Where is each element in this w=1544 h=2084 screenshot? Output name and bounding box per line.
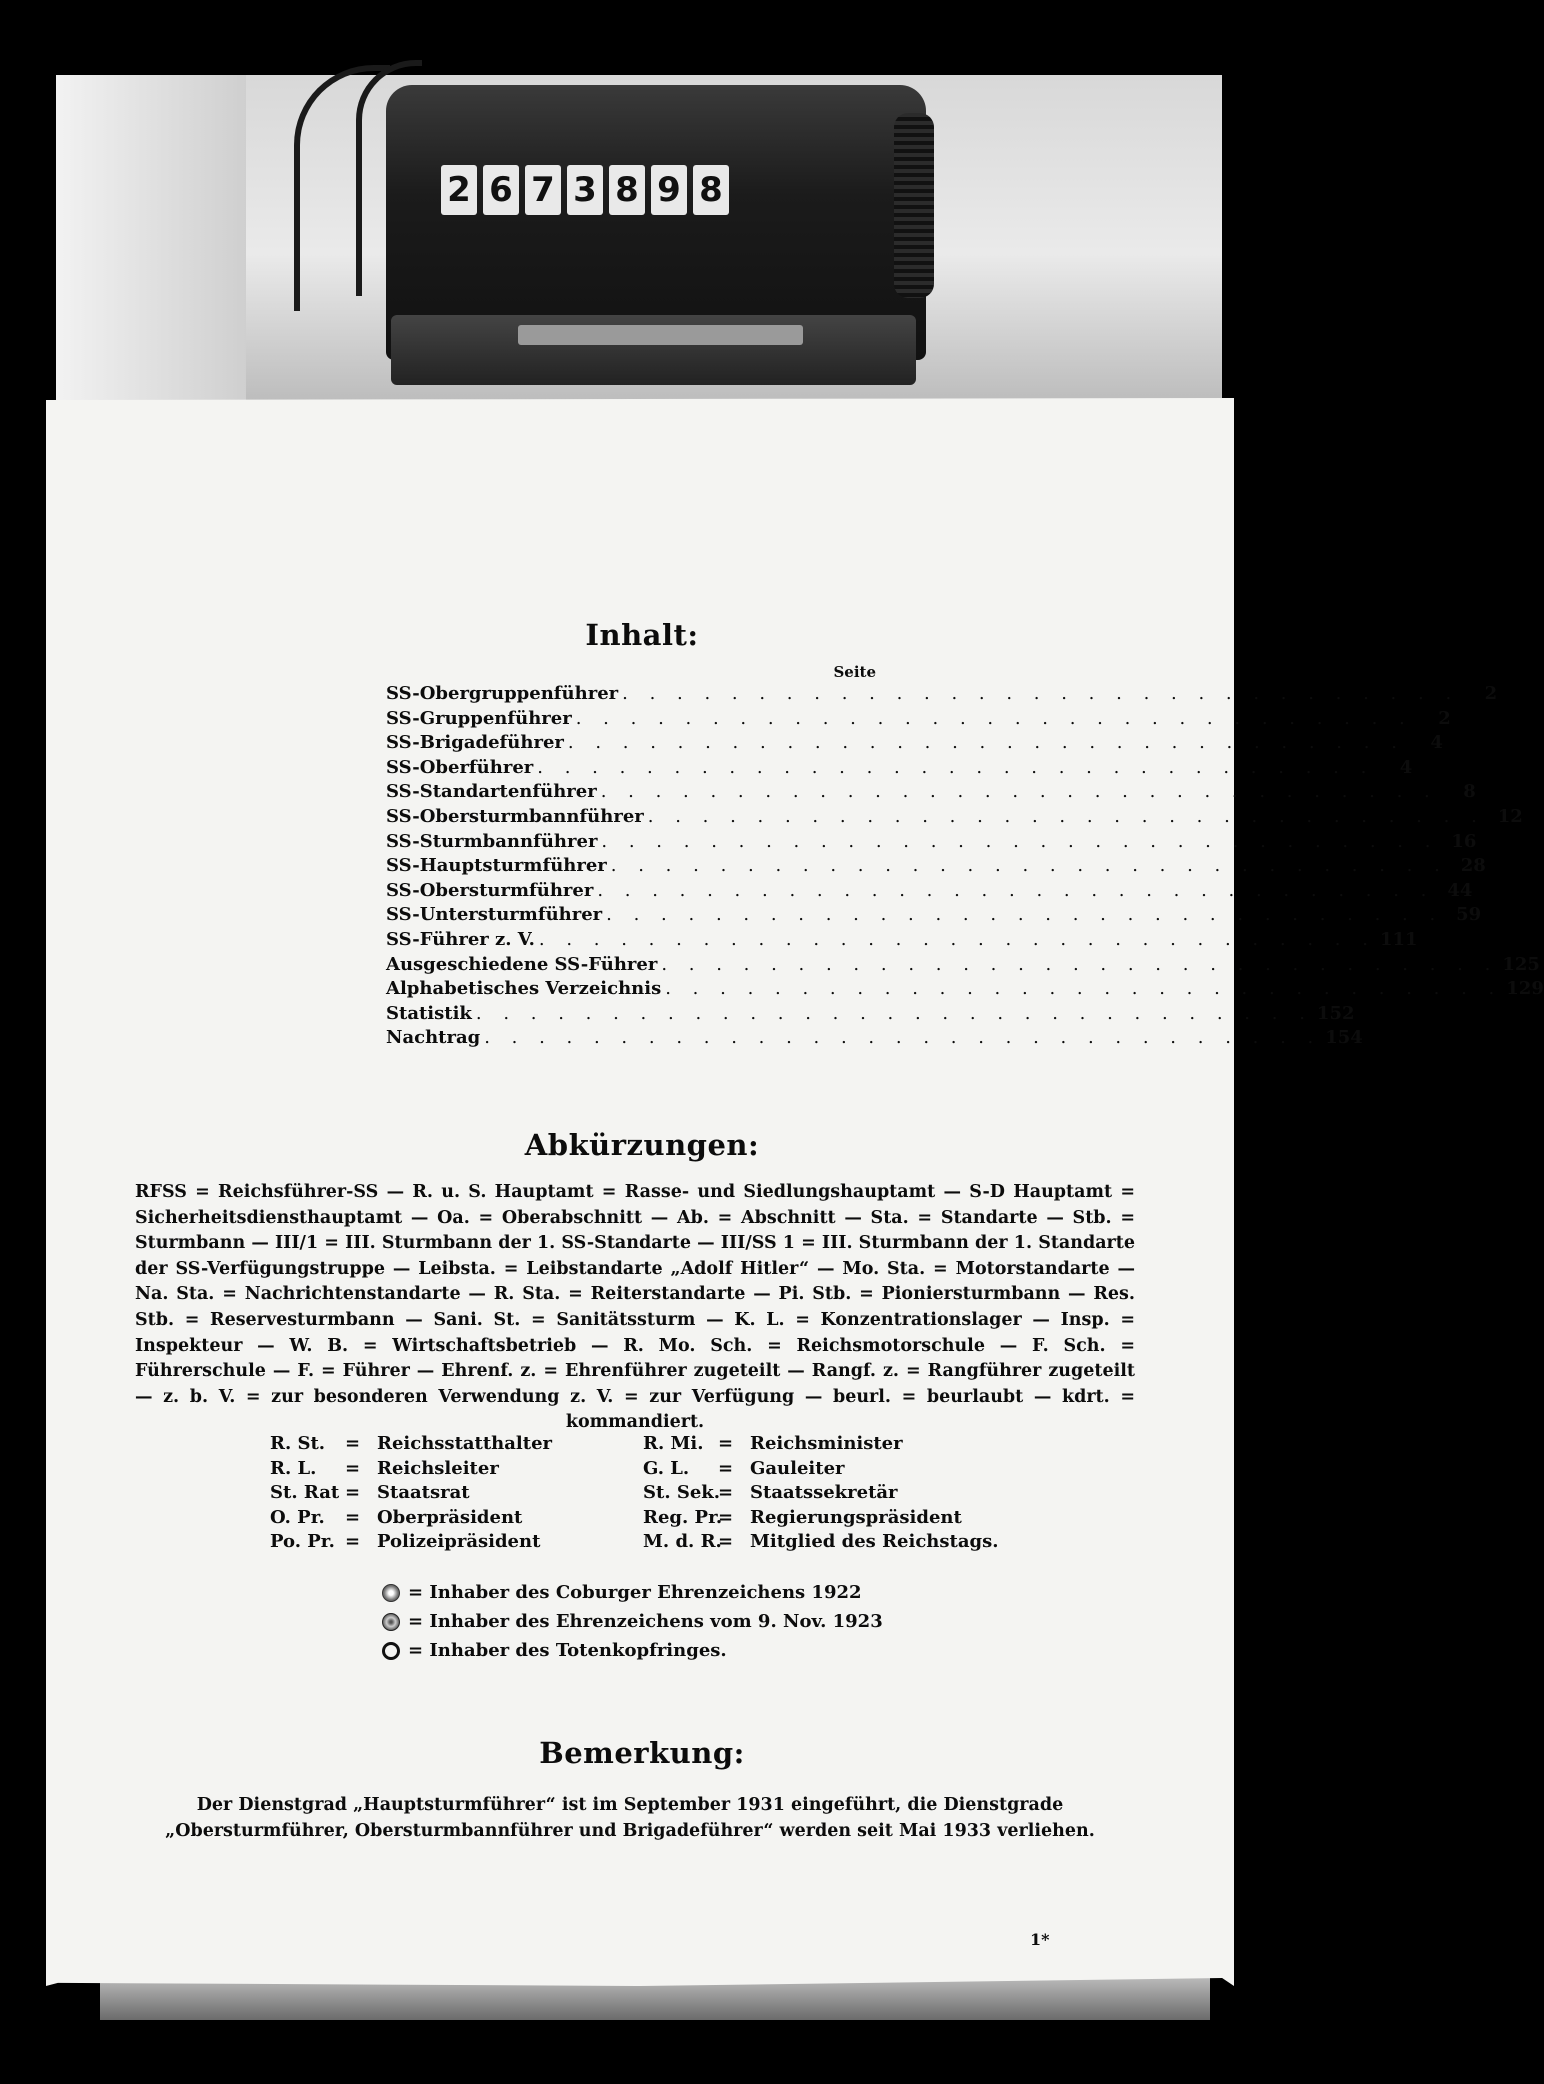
- equals-sign: =: [345, 1457, 361, 1479]
- toc-entry-page: 4: [1430, 732, 1443, 754]
- remark-title: Bemerkung:: [539, 1736, 745, 1770]
- toc-entry-label: SS-Brigadeführer: [386, 732, 564, 754]
- toc-leader-dots: . . . . . . . . . . . . . . . . . . . . . . . . . . . . . . .: [601, 830, 1439, 852]
- counter-digit: 2: [441, 165, 477, 215]
- remark-heading-wrap: [0, 1736, 1284, 1770]
- abbreviation-row: [270, 1531, 552, 1556]
- abbreviation-value: Reichsminister: [750, 1433, 903, 1454]
- toc-entry-page: 4: [1399, 756, 1413, 778]
- abbreviation-key: O. Pr.: [270, 1506, 325, 1528]
- toc-entry-page: 129: [1506, 978, 1544, 1000]
- toc-entry-label: Alphabetisches Verzeichnis: [386, 978, 662, 1000]
- toc-entry-page: 111: [1379, 928, 1418, 950]
- abbreviation-key: R. Mi.: [643, 1433, 704, 1454]
- toc-entry-page: 59: [1456, 904, 1482, 926]
- toc-leader-dots: . . . . . . . . . . . . . . . . . . . . . . . . . . . . . . .: [647, 805, 1485, 827]
- abbreviation-key: St. Sek.: [643, 1482, 721, 1504]
- legend-item: [382, 1636, 883, 1665]
- photo-background: [56, 75, 246, 400]
- abbreviation-value: Regierungspräsident: [750, 1506, 962, 1528]
- equals-sign: =: [345, 1433, 361, 1454]
- abbreviations-title: Abkürzungen:: [524, 1128, 760, 1162]
- counter-slot: [518, 325, 803, 345]
- honor-badge-icon: [382, 1613, 400, 1631]
- toc-entry: [386, 953, 1540, 979]
- equals-sign: =: [718, 1457, 734, 1479]
- contents-title: Inhalt:: [585, 618, 699, 652]
- abbreviations-right-list: [643, 1433, 998, 1556]
- toc-leader-dots: . . . . . . . . . . . . . . . . . . . . . . . . . . . . . . .: [475, 1002, 1313, 1024]
- toc-leader-dots: . . . . . . . . . . . . . . . . . . . . . . . . . . . . . . .: [622, 683, 1460, 704]
- toc-leader-dots: . . . . . . . . . . . . . . . . . . . . . . . . . . . . . . .: [661, 953, 1499, 975]
- toc-leader-dots: . . . . . . . . . . . . . . . . . . . . . . . . . . . . . . .: [575, 707, 1413, 729]
- counter-digit: 3: [567, 165, 603, 215]
- toc-entry-page: 8: [1463, 781, 1476, 803]
- equals-sign: =: [718, 1482, 734, 1504]
- toc-entry-page: 28: [1460, 855, 1486, 877]
- legend-item: [382, 1607, 883, 1636]
- page-column-header: Seite: [833, 663, 876, 681]
- abbreviation-key: R. St.: [270, 1433, 326, 1454]
- toc-entry: [386, 756, 1413, 782]
- abbreviation-value: Mitglied des Reichstags.: [750, 1531, 999, 1553]
- toc-leader-dots: . . . . . . . . . . . . . . . . . . . . . . . . . . . . . . .: [567, 732, 1405, 754]
- coburg-badge-icon: [382, 1584, 400, 1602]
- abbreviation-value: Staatssekretär: [750, 1482, 898, 1504]
- toc-leader-dots: . . . . . . . . . . . . . . . . . . . . . . . . . . . . . . .: [606, 904, 1444, 926]
- toc-entry: [386, 781, 1476, 806]
- legend-text: = Inhaber des Coburger Ehrenzeichens 1922: [408, 1582, 862, 1603]
- counter-digit: 8: [609, 165, 645, 215]
- abbreviation-key: Po. Pr.: [270, 1531, 335, 1553]
- abbreviation-row: [270, 1433, 552, 1458]
- badge-legend: [382, 1578, 883, 1665]
- toc-entry: [386, 683, 1498, 708]
- abbreviation-key: R. L.: [270, 1457, 317, 1479]
- toc-leader-dots: . . . . . . . . . . . . . . . . . . . . . . . . . . . . . . .: [538, 928, 1376, 950]
- toc-entry-page: 152: [1316, 1002, 1355, 1024]
- abbreviation-row: [270, 1458, 552, 1483]
- abbreviation-row: [643, 1507, 998, 1532]
- toc-entry-label: Ausgeschiedene SS-Führer: [386, 953, 658, 975]
- abbreviation-value: Oberpräsident: [377, 1506, 523, 1528]
- toc-entry: [386, 830, 1477, 856]
- remark-text: Der Dienstgrad „Hauptsturmführer“ ist im September 1931 eingeführt, die Dienstgrade „Obersturmführer, Obersturmbannführer und Brigadeführer“ werden seit Mai 1933 verliehen.: [165, 1795, 1095, 1841]
- abbreviation-row: [643, 1531, 998, 1556]
- abbreviations-text: RFSS = Reichsführer-SS — R. u. S. Hauptamt = Rasse- und Siedlungshauptamt — S-D Hauptamt = Sicherheitsdiensthauptamt — Oa. = Oberabschnitt — Ab. = Abschnitt — Sta. = Standarte — Stb. = Sturmbann — III/1 = III. Sturmbann der 1. SS-Standarte — III/SS 1 = III. Sturmbann der 1. Standarte der SS-Verfügungstruppe — Leibsta. = Leibstandarte „Adolf Hitler“ — Mo. Sta. = Motorstandarte — Na. Sta. = Nachrichtenstandarte — R. Sta. = Reiterstandarte — Pi. Stb. = Pioniersturmbann — Res. Stb. = Reservesturmbann — Sani. St. = Sanitätssturm — K. L. = Konzentrationslager — Insp. = Inspekteur — W. B. = Wirtschaftsbetrieb — R. Mo. Sch. = Reichsmotorschule — F. Sch. = Führerschule — F. = Führer — Ehrenf. z. = Ehrenführer zugeteilt — Rangf. z. = Rangführer zugeteilt — z. b. V. = zur besonderen Verwendung z. V. = zur Verfügung — beurl. = beurlaubt — kdrt. = kommandiert.: [135, 1182, 1135, 1433]
- toc-entry-page: 12: [1497, 805, 1523, 827]
- toc-leader-dots: . . . . . . . . . . . . . . . . . . . . . . . . . . . . . . .: [610, 855, 1448, 877]
- ring-icon: [382, 1642, 400, 1660]
- toc-entry: [386, 1002, 1355, 1028]
- counter-digit: 6: [483, 165, 519, 215]
- abbreviation-row: [270, 1507, 552, 1532]
- legend-text: = Inhaber des Ehrenzeichens vom 9. Nov. 1923: [408, 1611, 883, 1632]
- abbreviation-value: Staatsrat: [377, 1482, 470, 1504]
- toc-entry: [386, 707, 1451, 733]
- toc-entry-page: 2: [1438, 707, 1451, 729]
- toc-entry-page: 16: [1451, 830, 1477, 852]
- contents-heading-wrap: [0, 618, 1284, 652]
- abbreviation-key: Reg. Pr.: [643, 1506, 723, 1528]
- toc-entry-page: 154: [1325, 1027, 1363, 1049]
- toc-entry: [386, 805, 1523, 831]
- toc-entry: [386, 978, 1544, 1003]
- toc-entry: [386, 904, 1482, 929]
- abbreviation-row: [643, 1433, 998, 1458]
- counter-digit: 8: [693, 165, 729, 215]
- toc-entry-label: Nachtrag: [386, 1027, 481, 1049]
- toc-entry-page: 2: [1484, 683, 1498, 704]
- toc-entry-label: Statistik: [386, 1002, 472, 1024]
- equals-sign: =: [718, 1433, 734, 1454]
- abbreviation-value: Polizeipräsident: [377, 1531, 541, 1553]
- toc-entry-label: SS-Gruppenführer: [386, 707, 572, 729]
- legend-text: = Inhaber des Totenkopfringes.: [408, 1640, 727, 1661]
- toc-entry-label: SS-Untersturmführer: [386, 904, 603, 926]
- counter-digit: 9: [651, 165, 687, 215]
- abbreviation-row: [643, 1458, 998, 1483]
- toc-entry: [386, 855, 1486, 880]
- toc-entry-page: 125: [1502, 953, 1540, 975]
- toc-leader-dots: . . . . . . . . . . . . . . . . . . . . . . . . . . . . . . .: [537, 756, 1375, 778]
- toc-entry-label: SS-Führer z. V.: [386, 928, 535, 950]
- legend-item: [382, 1578, 883, 1607]
- equals-sign: =: [718, 1531, 734, 1553]
- counter-photo: [56, 75, 1222, 400]
- page-signature: 1*: [1030, 1930, 1050, 1949]
- toc-entry: [386, 1027, 1363, 1052]
- toc-entry: [386, 879, 1473, 905]
- counter-digit: 7: [525, 165, 561, 215]
- toc-entry-label: SS-Sturmbannführer: [386, 830, 598, 852]
- toc-entry-label: SS-Obergruppenführer: [386, 683, 619, 704]
- abbreviation-row: [643, 1482, 998, 1507]
- abbreviation-value: Gauleiter: [750, 1457, 845, 1479]
- toc-entry: [386, 928, 1418, 954]
- toc-entry-page: 44: [1447, 879, 1473, 901]
- abbreviations-left-list: [270, 1433, 552, 1556]
- toc-leader-dots: . . . . . . . . . . . . . . . . . . . . . . . . . . . . . . .: [597, 879, 1435, 901]
- abbreviations-heading-wrap: [0, 1128, 1284, 1162]
- toc-entry-label: SS-Obersturmführer: [386, 879, 594, 901]
- counter-knob: [894, 113, 934, 298]
- abbreviation-value: Reichsleiter: [377, 1457, 499, 1479]
- toc-entry: [386, 732, 1443, 757]
- abbreviation-value: Reichsstatthalter: [377, 1433, 553, 1454]
- equals-sign: =: [345, 1531, 361, 1553]
- equals-sign: =: [345, 1482, 361, 1504]
- abbreviation-key: M. d. R.: [643, 1531, 722, 1553]
- toc-leader-dots: . . . . . . . . . . . . . . . . . . . . . . . . . . . . . . .: [600, 781, 1438, 803]
- counter-digits: [441, 165, 729, 215]
- table-of-contents: [386, 663, 1544, 1052]
- abbreviation-key: St. Rat: [270, 1482, 340, 1504]
- toc-entry-label: SS-Oberführer: [386, 756, 534, 778]
- abbreviation-key: G. L.: [643, 1457, 690, 1479]
- toc-entry-label: SS-Standartenführer: [386, 781, 597, 803]
- toc-entry-label: SS-Obersturmbannführer: [386, 805, 644, 827]
- toc-entry-label: SS-Hauptsturmführer: [386, 855, 607, 877]
- abbreviation-row: [270, 1482, 552, 1507]
- toc-leader-dots: . . . . . . . . . . . . . . . . . . . . . . . . . . . . . . .: [665, 978, 1503, 1000]
- equals-sign: =: [345, 1506, 361, 1528]
- toc-leader-dots: . . . . . . . . . . . . . . . . . . . . . . . . . . . . . . .: [484, 1027, 1322, 1049]
- equals-sign: =: [718, 1506, 734, 1528]
